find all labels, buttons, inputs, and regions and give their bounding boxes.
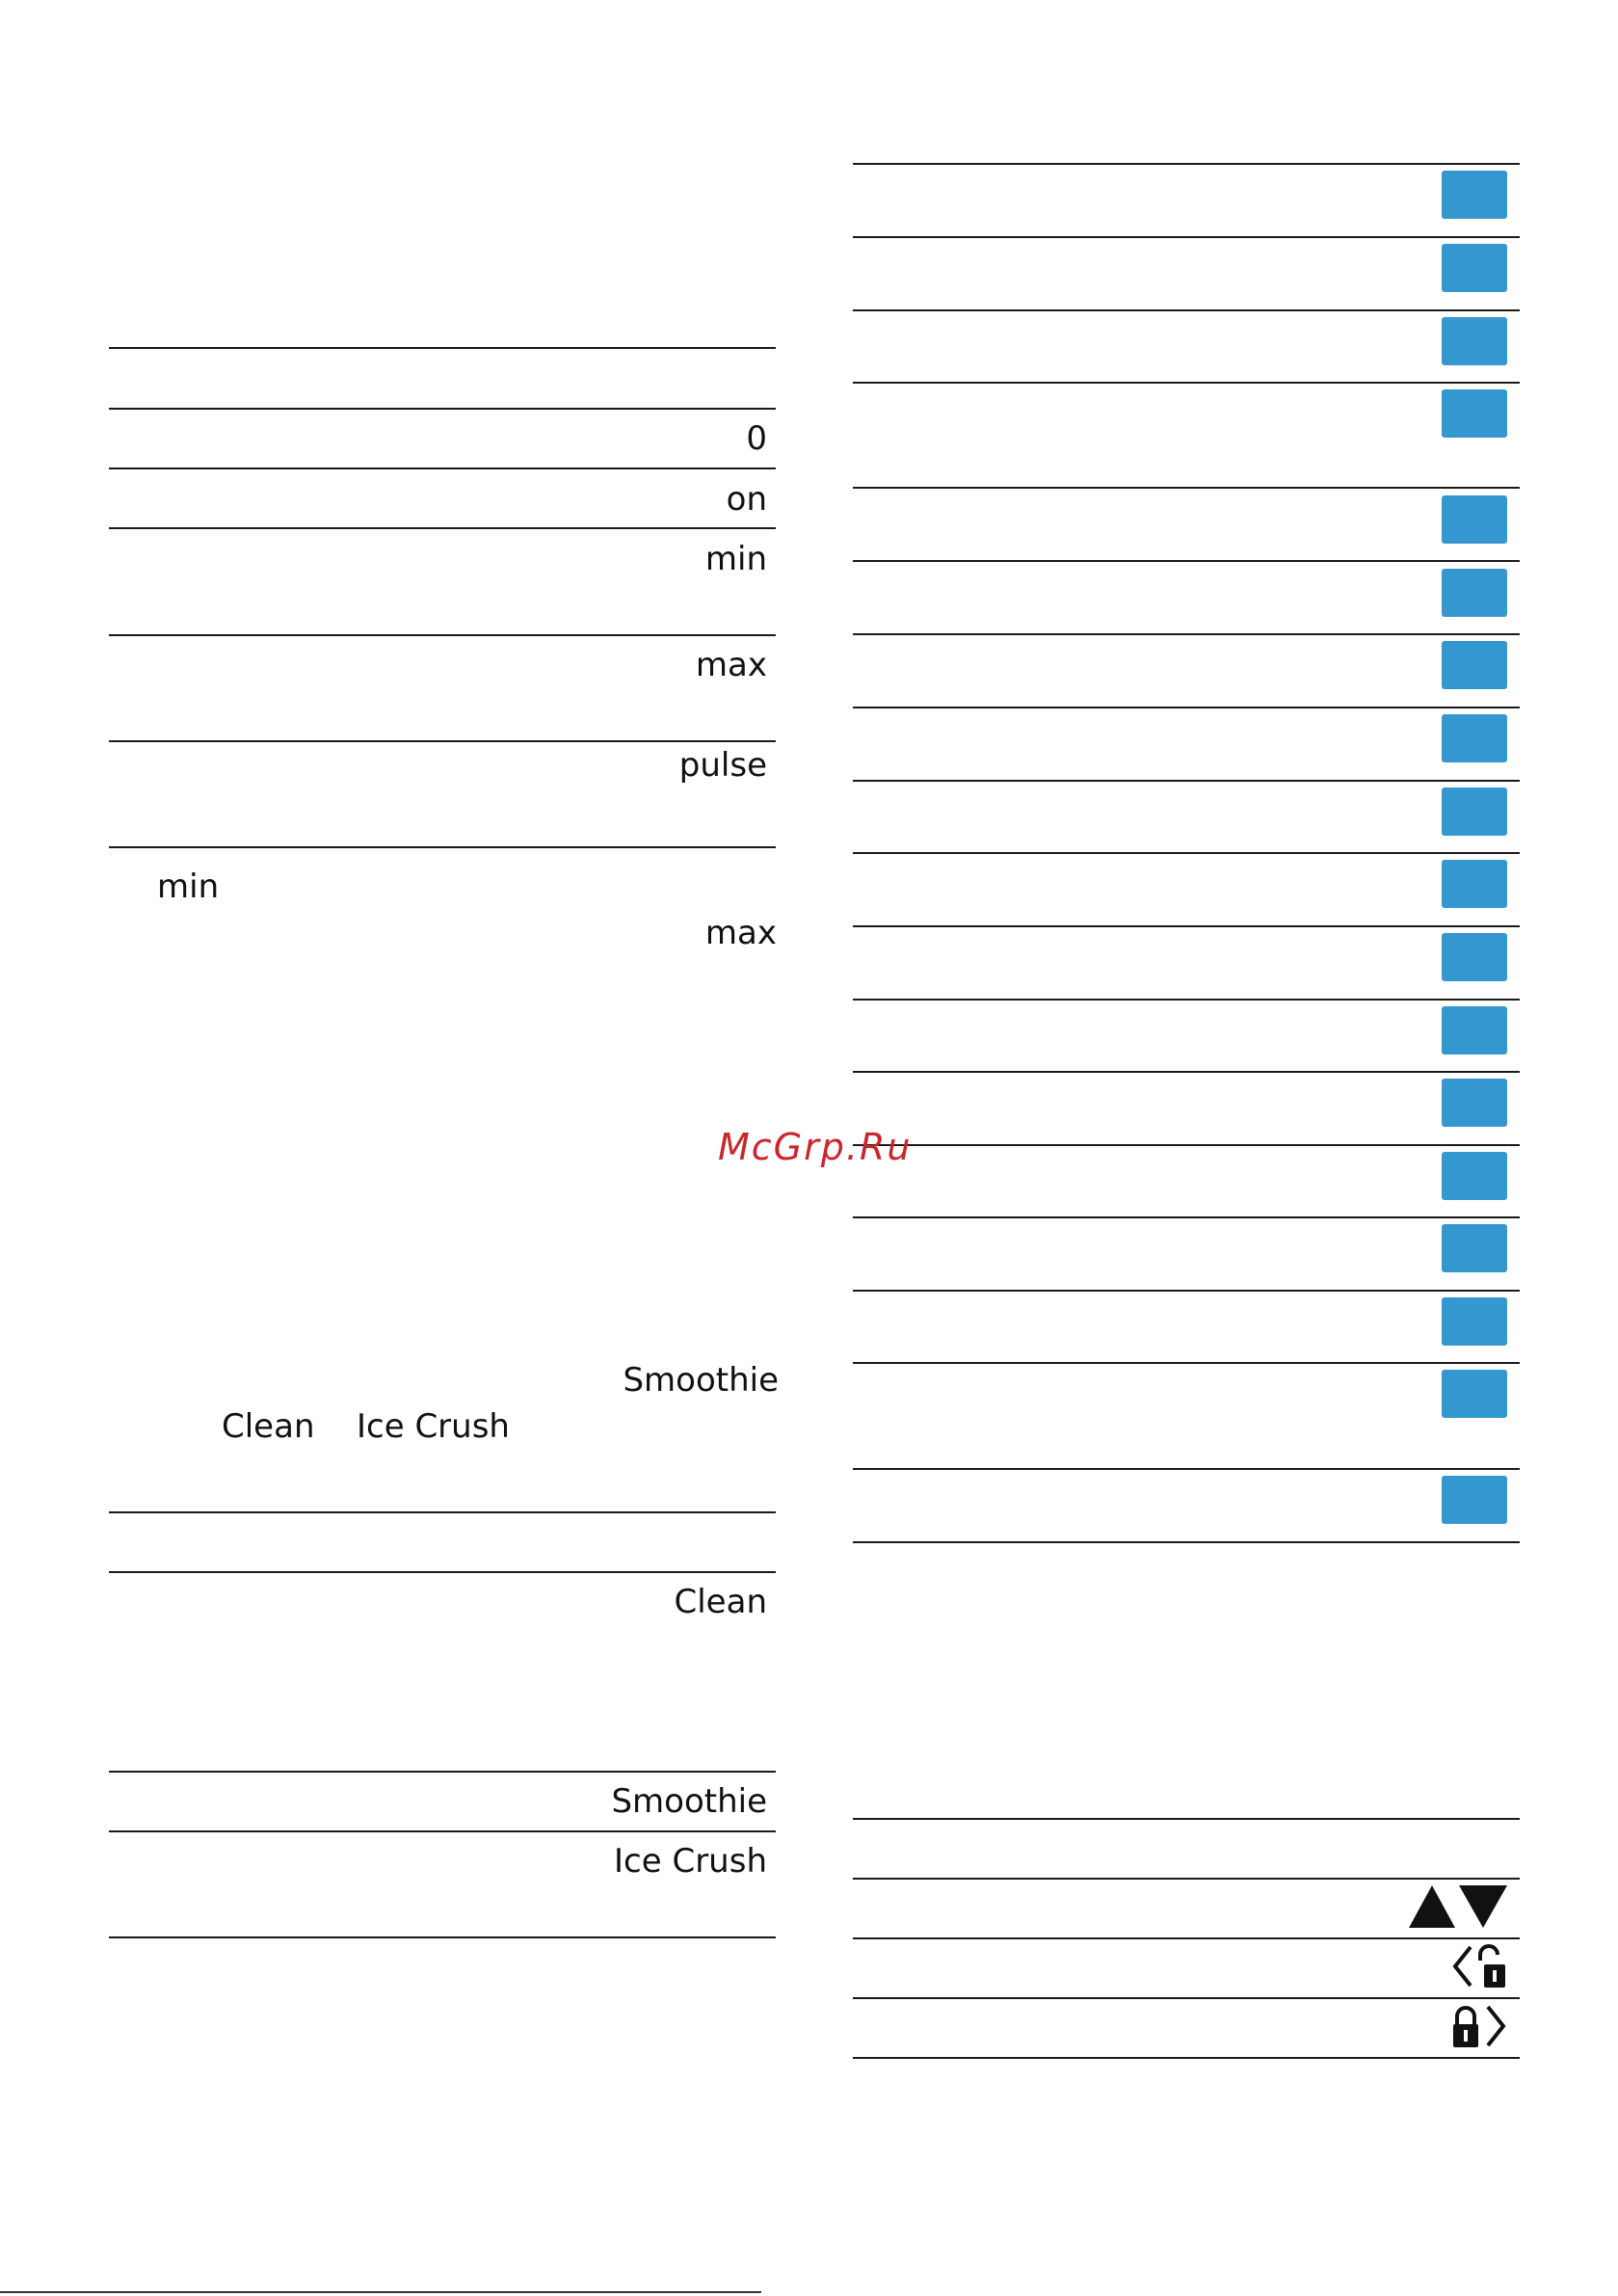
- footer-rule: [0, 2291, 761, 2293]
- table-rule: [109, 1771, 776, 1773]
- program-label-clean: Clean: [222, 1407, 315, 1446]
- program-row-ice-crush: Ice Crush: [614, 1842, 767, 1881]
- table-rule: [853, 1997, 1520, 1999]
- table-rule: [109, 1511, 776, 1513]
- table-rule: [853, 633, 1520, 635]
- table-rule: [853, 780, 1520, 782]
- table-rule: [853, 1071, 1520, 1073]
- setting-value-pulse: pulse: [678, 746, 767, 785]
- table-rule: [853, 1362, 1520, 1364]
- table-rule: [853, 1468, 1520, 1470]
- table-rule: [109, 846, 776, 848]
- table-rule: [109, 1830, 776, 1832]
- blue-marker: [1442, 317, 1507, 365]
- setting-value-on: on: [726, 480, 767, 519]
- table-rule: [853, 1937, 1520, 1939]
- lock-open-icon: [1451, 1943, 1509, 1991]
- table-rule: [853, 1216, 1520, 1218]
- dial-max-label: max: [704, 914, 777, 952]
- table-rule: [853, 1290, 1520, 1292]
- table-rule: [853, 382, 1520, 384]
- dial-min-label: min: [157, 868, 220, 906]
- blue-marker: [1442, 495, 1507, 544]
- blue-marker: [1442, 389, 1507, 438]
- blue-marker: [1442, 244, 1507, 292]
- table-rule: [109, 634, 776, 636]
- table-rule: [853, 309, 1520, 311]
- blue-marker: [1442, 1476, 1507, 1524]
- blue-marker: [1442, 933, 1507, 981]
- table-rule: [853, 1144, 1520, 1146]
- table-rule: [109, 1571, 776, 1573]
- blue-marker: [1442, 569, 1507, 617]
- table-rule: [853, 707, 1520, 708]
- table-rule: [853, 1878, 1520, 1880]
- blue-marker: [1442, 1079, 1507, 1127]
- table-rule: [853, 1541, 1520, 1543]
- setting-value-max: max: [695, 646, 767, 684]
- program-row-smoothie: Smoothie: [611, 1782, 767, 1821]
- program-row-clean: Clean: [674, 1583, 767, 1621]
- program-label-ice-crush: Ice Crush: [357, 1407, 510, 1446]
- table-rule: [109, 527, 776, 529]
- table-rule: [853, 1818, 1520, 1820]
- table-rule: [853, 236, 1520, 238]
- table-rule: [853, 852, 1520, 854]
- blue-marker: [1442, 171, 1507, 219]
- lock-closed-icon: [1451, 2003, 1509, 2051]
- table-rule: [853, 560, 1520, 562]
- blue-marker: [1442, 1370, 1507, 1418]
- blue-marker: [1442, 641, 1507, 689]
- blue-marker: [1442, 1006, 1507, 1055]
- blue-marker: [1442, 788, 1507, 836]
- blue-marker: [1442, 714, 1507, 762]
- blue-marker: [1442, 1224, 1507, 1272]
- table-rule: [853, 163, 1520, 165]
- blue-marker: [1442, 1152, 1507, 1200]
- table-rule: [853, 2057, 1520, 2059]
- table-rule: [109, 740, 776, 742]
- table-rule: [109, 347, 776, 349]
- table-rule: [109, 408, 776, 410]
- blue-marker: [1442, 1297, 1507, 1346]
- blue-marker: [1442, 860, 1507, 908]
- table-rule: [853, 925, 1520, 927]
- table-rule: [109, 467, 776, 469]
- program-label-smoothie: Smoothie: [623, 1361, 779, 1400]
- setting-value-min: min: [704, 540, 767, 578]
- arrow-up-down-icon: [1407, 1883, 1509, 1930]
- table-rule: [109, 1936, 776, 1938]
- table-rule: [853, 999, 1520, 1001]
- setting-value-zero: 0: [746, 419, 767, 458]
- watermark: McGrp.Ru: [718, 1126, 913, 1168]
- table-rule: [853, 487, 1520, 489]
